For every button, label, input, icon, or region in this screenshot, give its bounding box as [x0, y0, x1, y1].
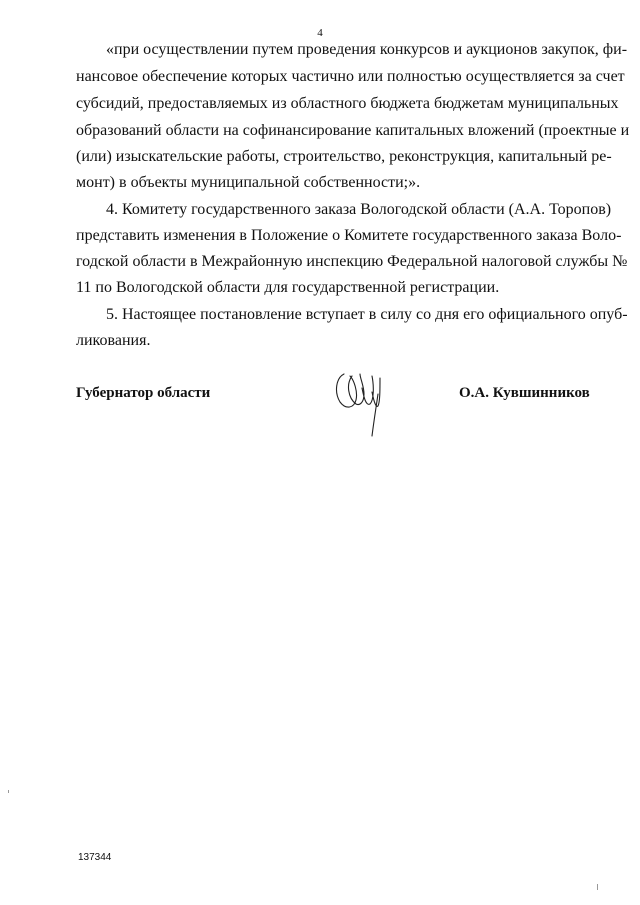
page-number: 4 — [317, 27, 323, 39]
paragraph-4-line: представить изменения в Положение о Комитете государственного заказа Воло- — [76, 227, 622, 244]
paragraph-quote-line: (или) изыскательские работы, строительство, реконструкция, капитальный ре- — [76, 148, 612, 165]
paragraph-quote-line: субсидий, предоставляемых из областного бюджета бюджетам муниципальных — [76, 95, 619, 112]
handwritten-signature — [330, 364, 390, 440]
paragraph-quote-line: «при осуществлении путем проведения конкурсов и аукционов закупок, фи- — [106, 41, 628, 58]
paragraph-5-line: ликования. — [76, 332, 151, 349]
signatory-title: Губернатор области — [76, 385, 211, 401]
paragraph-4-line: 11 по Вологодской области для государственной регистрации. — [76, 279, 500, 296]
scan-speck — [8, 790, 9, 793]
paragraph-4-line: годской области в Межрайонную инспекцию Федеральной налоговой службы № — [76, 253, 628, 270]
document-code: 137344 — [78, 852, 112, 863]
signatory-name: О.А. Кувшинников — [459, 385, 590, 401]
paragraph-quote-line: монт) в объекты муниципальной собственности;». — [76, 174, 421, 191]
paragraph-quote-line: образований области на софинансирование капитальных вложений (проектные и — [76, 122, 630, 139]
paragraph-4-line: 4. Комитету государственного заказа Вологодской области (А.А. Торопов) — [106, 201, 612, 218]
paragraph-5-line: 5. Настоящее постановление вступает в силу со дня его официального опуб- — [106, 306, 628, 323]
scan-speck — [597, 884, 598, 890]
paragraph-quote-line: нансовое обеспечение которых частично или полностью осуществляется за счет — [76, 68, 625, 85]
